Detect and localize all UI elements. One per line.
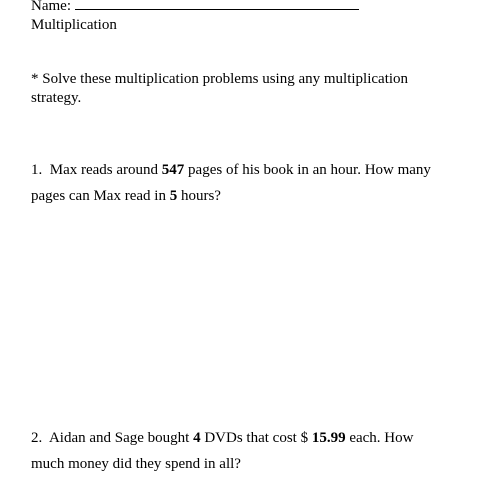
problem-1-text-e: hours? [180,188,221,204]
problem-1-number: 1. [31,162,43,178]
problem-1-text-c: pages of his book in an hour. How many [188,162,431,178]
problem-2-line-2: much money did they spend in all? [31,456,241,472]
problem-2-dvd-count: 4 [193,430,201,446]
problem-1-line-1 [31,161,431,179]
worksheet-subject: Multiplication [31,17,117,33]
problem-1-pages-value: 547 [161,162,185,178]
problem-2-line-1 [31,429,413,447]
problem-2-number: 2. [31,430,43,446]
name-field [31,0,359,15]
instructions-line-1: * Solve these multiplication problems using any multiplication [31,71,409,87]
problem-2-text-c: DVDs that cost $ [204,430,309,446]
problem-1-hours-value: 5 [169,188,178,204]
problem-2-text-a: Aidan and Sage bought [48,430,190,446]
name-blank-line[interactable] [75,0,359,10]
instructions-line-2: strategy. [31,90,82,106]
name-label: Name: [31,0,71,14]
problem-1-line-2 [31,187,221,205]
problem-2-price-value: 15.99 [311,430,346,446]
problem-2-text-e: each. How [349,430,414,446]
problem-1-text-d: pages can Max read in [31,188,166,204]
problem-1-text-a: Max reads around [49,162,159,178]
